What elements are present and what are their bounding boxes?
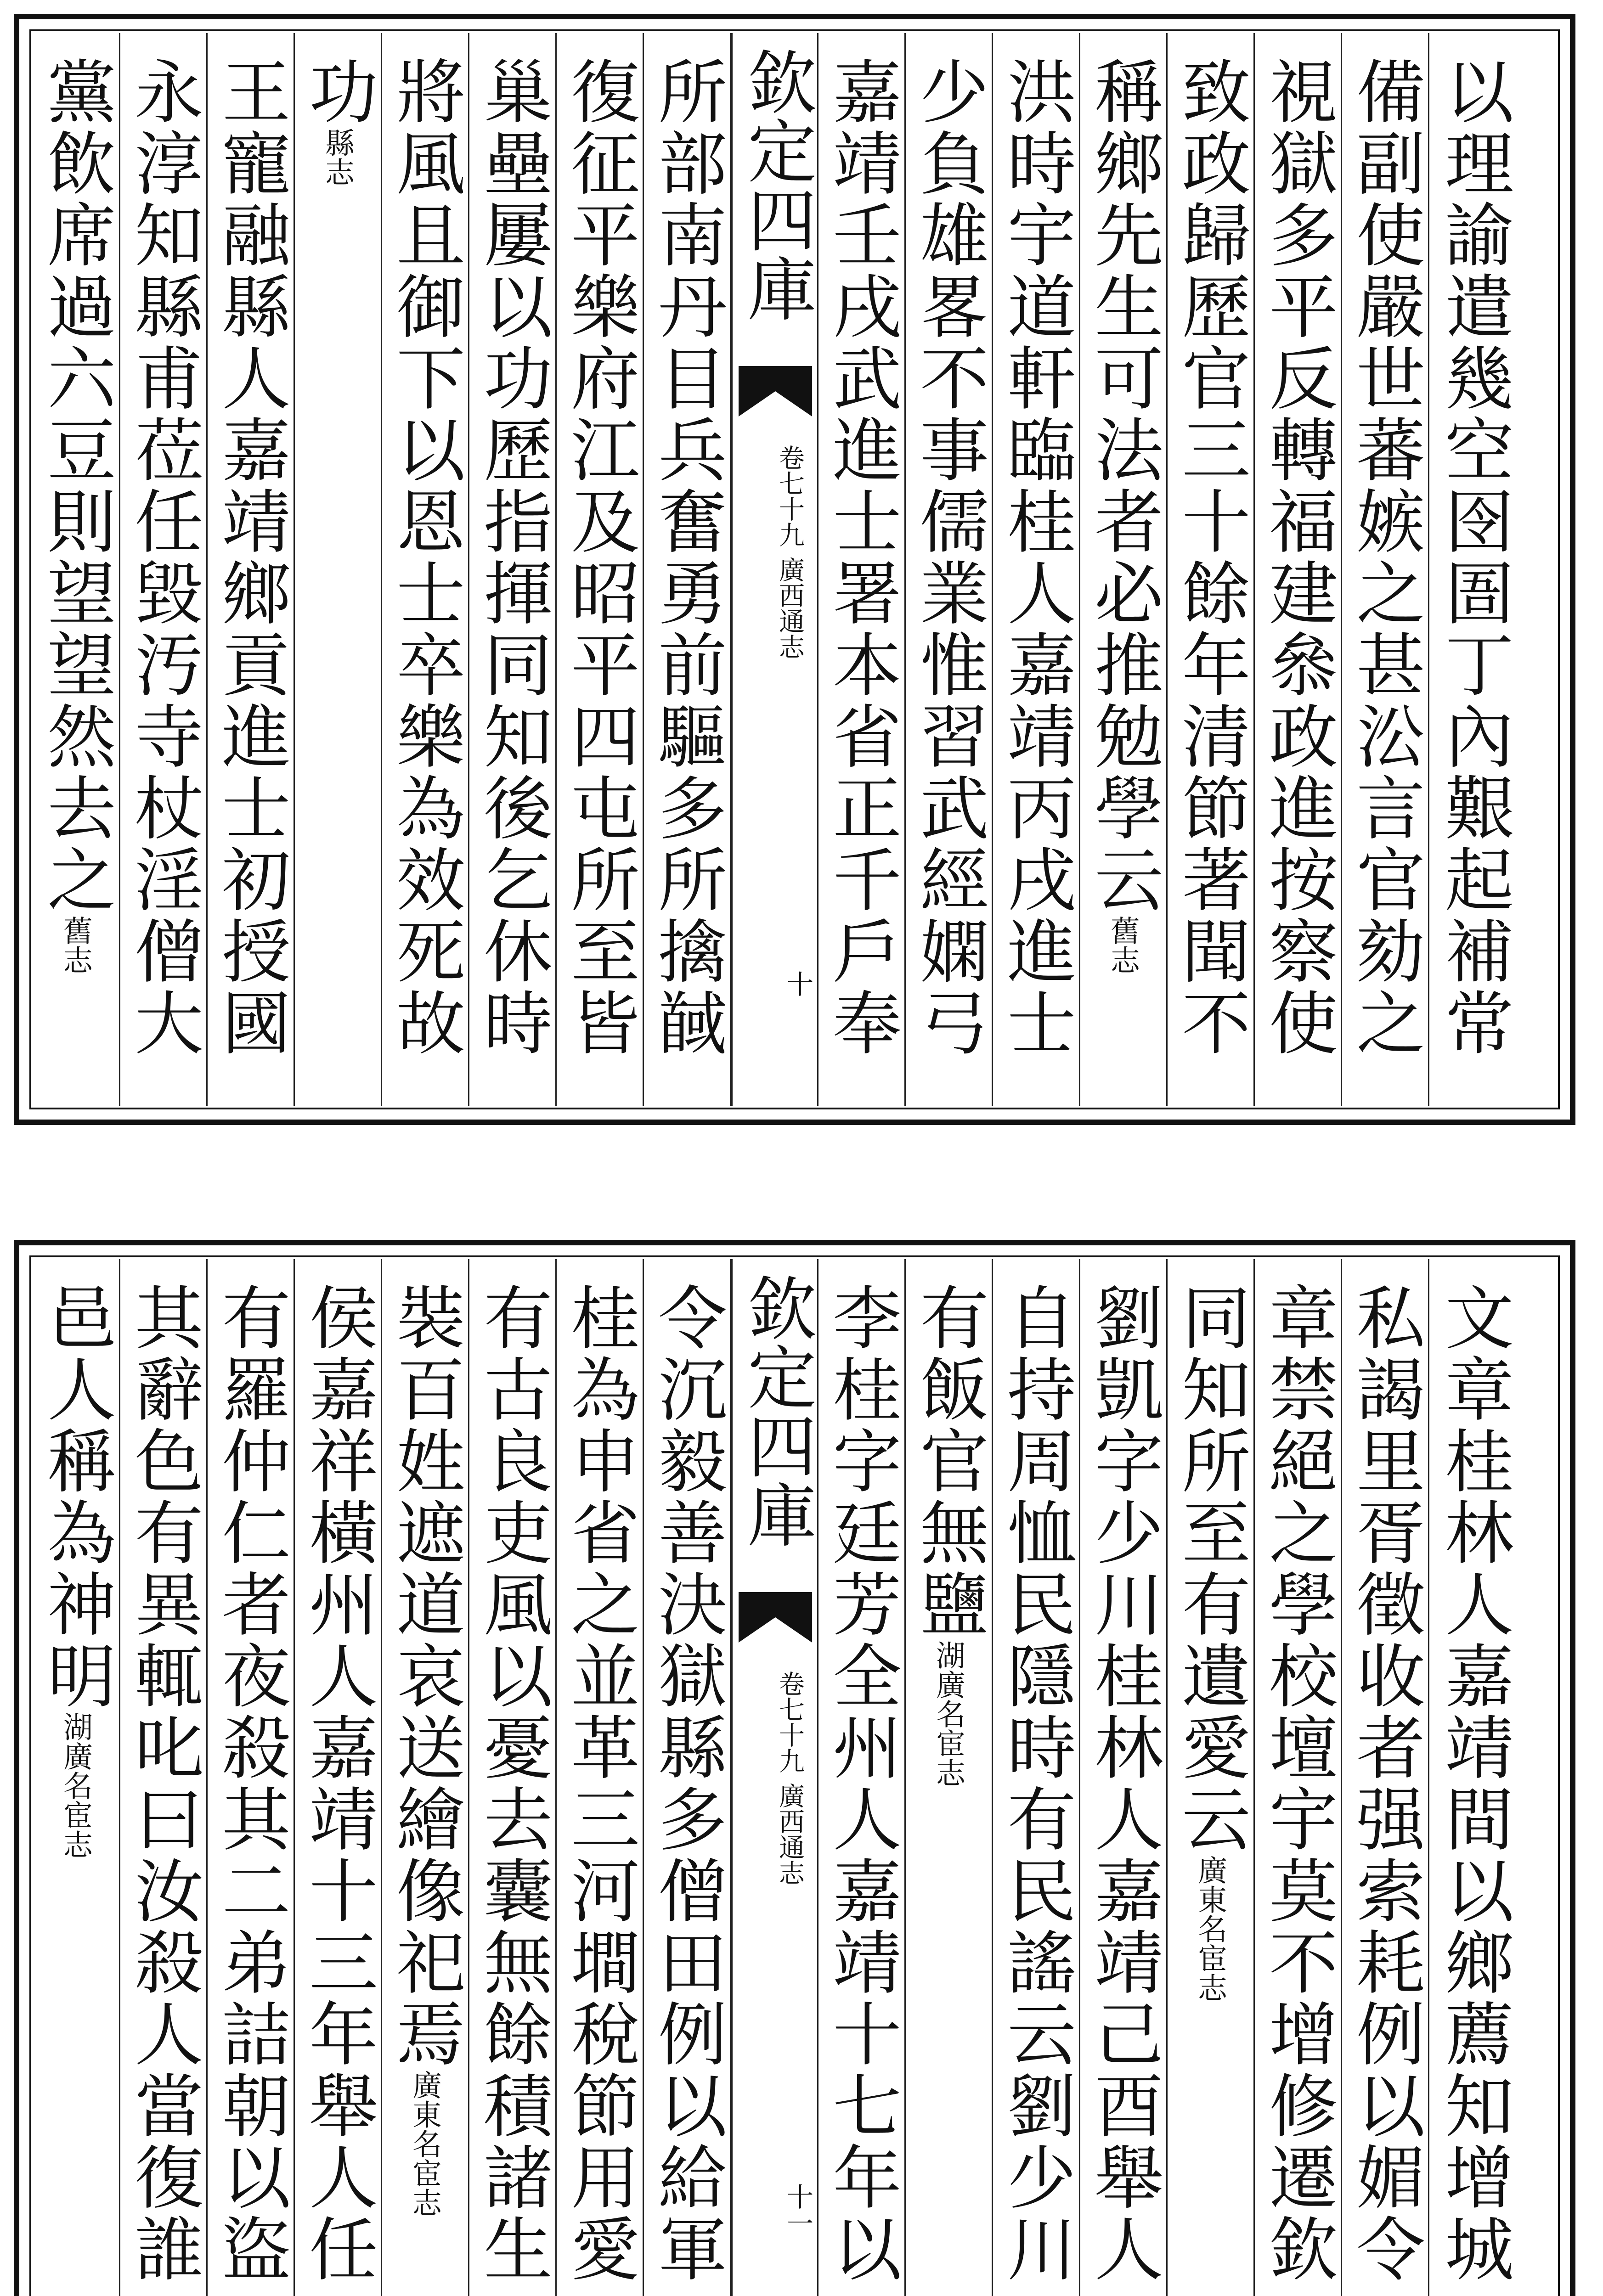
column-main-text: 稱鄉先生可法者必推勉學云: [1083, 56, 1163, 916]
center-meta-line: 廣西通志: [775, 557, 805, 659]
column-main-text: 有古良吏風以憂去囊無餘積諸生: [472, 1282, 552, 2285]
column-text: [469, 1282, 555, 2296]
column-source-note: 縣志: [320, 128, 354, 186]
text-column: [33, 33, 120, 1106]
column-text: [1255, 1282, 1341, 2296]
folio-number: 十一: [782, 2183, 813, 2236]
column-main-text: 其辭色有異輒叱曰汝殺人當復誰: [123, 1282, 203, 2285]
column-source-note: 舊志: [1106, 916, 1140, 974]
text-column: [993, 33, 1080, 1106]
center-fold: [731, 1259, 818, 2296]
column-source-note: 湖廣名宦志: [58, 1712, 92, 1859]
column-main-text: 章禁絕之學校壇宇莫不增修遷欽: [1257, 1282, 1337, 2285]
text-column: [1429, 33, 1517, 1106]
text-column: [1255, 1259, 1342, 2296]
column-main-text: 巢壘屢以功歷指揮同知後乞休時: [472, 56, 552, 1059]
column-main-text: 李桂字廷芳全州人嘉靖十七年以: [821, 1282, 901, 2285]
column-text: [557, 1282, 643, 2296]
column-text: [818, 1282, 904, 2296]
center-fold: [731, 33, 818, 1106]
center-meta-line: 卷七十九: [775, 445, 805, 547]
column-text: [382, 56, 468, 1106]
text-column: [1342, 1259, 1429, 2296]
center-meta-line: 卷七十九: [775, 1671, 805, 1773]
column-text: [33, 1282, 119, 2296]
column-main-text: 同知所至有遺愛云: [1170, 1282, 1250, 1855]
column-main-text: 將風且御下以恩士卒樂為效死故: [384, 56, 464, 1059]
column-text: [208, 56, 294, 1106]
text-column: [469, 33, 557, 1106]
column-text: [208, 1282, 294, 2296]
column-text: [1168, 56, 1253, 1106]
text-column: [1168, 33, 1255, 1106]
column-text: [1168, 1282, 1253, 2296]
text-column: [382, 1259, 469, 2296]
column-source-note: 廣東名宦志: [1193, 1855, 1227, 2002]
text-column: [208, 1259, 295, 2296]
column-main-text: 致政歸歷官三十餘年清節著聞不: [1170, 56, 1250, 1059]
column-text: [33, 56, 119, 1106]
text-column: [1255, 33, 1342, 1106]
column-main-text: 復征平樂府江及昭平四屯所至皆: [559, 56, 639, 1059]
text-column: [644, 33, 731, 1106]
column-main-text: 自持周恤民隱時有民謠云劉少川: [995, 1282, 1075, 2285]
column-source-note: 湖廣名宦志: [931, 1640, 965, 1787]
column-main-text: 劉凱字少川桂林人嘉靖己酉舉人: [1083, 1282, 1163, 2285]
column-main-text: 桂為申省之並革三河墹稅節用愛: [559, 1282, 639, 2285]
column-main-text: 少負雄畧不事儒業惟習武經嫻弓: [908, 56, 988, 1059]
text-column: [906, 1259, 993, 2296]
center-title: 欽定四庫: [736, 47, 816, 322]
column-text: [818, 56, 904, 1106]
column-text: [120, 56, 206, 1106]
column-main-text: 洪時宇道軒臨桂人嘉靖丙戌進士: [995, 56, 1075, 1059]
column-text: [993, 1282, 1079, 2296]
column-text: [120, 1282, 206, 2296]
center-meta-line: 廣西通志: [775, 1783, 805, 1885]
text-column: [557, 1259, 644, 2296]
column-text: [1255, 56, 1341, 1106]
column-main-text: 所部南丹目兵奮勇前驅多所擒馘: [646, 56, 726, 1059]
text-column: [818, 1259, 906, 2296]
column-main-text: 視獄多平反轉福建叅政進按察使: [1257, 56, 1337, 1059]
text-column: [906, 33, 993, 1106]
column-text: [1342, 1282, 1428, 2296]
column-main-text: 侯嘉祥橫州人嘉靖十三年舉人任: [297, 1282, 377, 2285]
text-column: [818, 33, 906, 1106]
text-column: [644, 1259, 731, 2296]
text-column: [557, 33, 644, 1106]
column-main-text: 有羅仲仁者夜殺其二弟詰朝以盜: [210, 1282, 290, 2285]
column-main-text: 令沉毅善決獄縣多僧田例以給軍: [646, 1282, 726, 2285]
column-main-text: 備副使嚴世蕃嫉之甚㳂言官劾之: [1344, 56, 1424, 1059]
center-meta: [742, 1663, 808, 1893]
column-text: [644, 56, 730, 1106]
column-main-text: 嘉靖壬戌武進士署本省正千戶奉: [821, 56, 901, 1059]
text-column: [295, 33, 382, 1106]
column-source-note: 廣東名宦志: [407, 2070, 441, 2217]
lower-page: [14, 1240, 1575, 2296]
text-column: [1080, 1259, 1168, 2296]
text-column: [1080, 33, 1168, 1106]
column-text: [993, 56, 1079, 1106]
column-text: [644, 1282, 730, 2296]
column-text: [469, 56, 555, 1106]
column-main-text: 永淳知縣甫莅任毀汚寺杖淫僧大: [123, 56, 203, 1059]
center-title: 欽定四庫: [736, 1273, 816, 1548]
column-main-text: 文章桂林人嘉靖間以鄉薦知增城: [1433, 1282, 1513, 2285]
center-meta: [742, 437, 808, 667]
column-text: [906, 56, 992, 1106]
text-column: [120, 33, 208, 1106]
text-column: [469, 1259, 557, 2296]
column-text: [1429, 56, 1517, 1106]
column-text: [295, 1282, 381, 2296]
column-main-text: 功: [297, 56, 377, 128]
text-column: [120, 1259, 208, 2296]
column-text: [557, 56, 643, 1106]
upper-page-columns: [33, 33, 1556, 1106]
column-main-text: 裝百姓遮道哀送繪像祀焉: [384, 1282, 464, 2070]
text-column: [33, 1259, 120, 2296]
lower-page-columns: [33, 1259, 1556, 2296]
text-column: [993, 1259, 1080, 2296]
column-main-text: 以理諭遣幾空囹圄丁內艱起補常: [1433, 56, 1513, 1059]
column-text: [906, 1282, 992, 2296]
column-main-text: 黨飲席過六豆則望望然去之: [35, 56, 115, 916]
text-column: [295, 1259, 382, 2296]
column-main-text: 邑人稱為神明: [35, 1282, 115, 1712]
column-main-text: 私謁里胥徵收者强索耗例以媚令: [1344, 1282, 1424, 2285]
upper-page: [14, 14, 1575, 1125]
text-column: [1168, 1259, 1255, 2296]
column-text: [1342, 56, 1428, 1106]
text-column: [208, 33, 295, 1106]
column-text: [1429, 1282, 1517, 2296]
column-text: [1080, 56, 1166, 1106]
column-text: [1080, 1282, 1166, 2296]
column-text: [295, 56, 381, 1106]
column-text: [382, 1282, 468, 2296]
fishtail-ornament-icon: [736, 1590, 814, 1645]
fishtail-ornament-icon: [736, 364, 814, 419]
column-main-text: 有飯官無鹽: [908, 1282, 988, 1640]
column-main-text: 王寵融縣人嘉靖鄉貢進士初授國: [210, 56, 290, 1059]
column-source-note: 舊志: [58, 916, 92, 974]
text-column: [1429, 1259, 1517, 2296]
text-column: [1342, 33, 1429, 1106]
folio-number: 十: [782, 970, 813, 997]
text-column: [382, 33, 469, 1106]
